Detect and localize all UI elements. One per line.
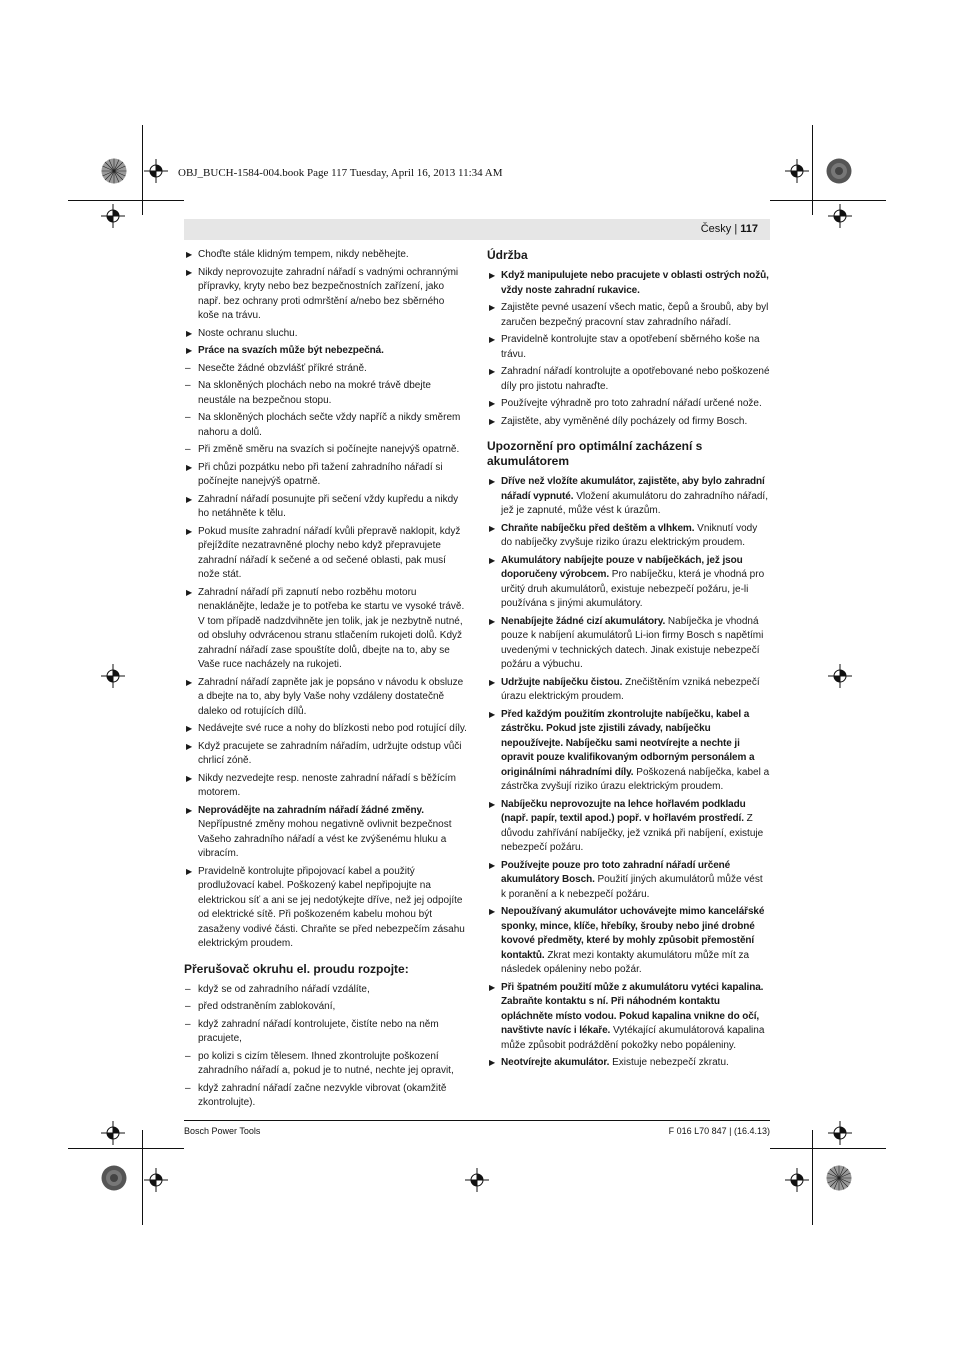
bullet-arrow-icon: ▶ [489, 1058, 496, 1067]
header-page-number: 117 [740, 223, 758, 235]
bullet-arrow-icon: ▶ [489, 709, 496, 719]
bullet-arrow-icon: ▶ [489, 982, 496, 992]
item-emphasis: Udržujte nabíječku čistou. [501, 676, 623, 688]
bullet-arrow-icon: ▶ [489, 799, 496, 809]
running-header [184, 219, 770, 240]
registration-mark-icon [465, 1168, 489, 1192]
crop-mark [142, 1130, 143, 1225]
registration-mark-icon [101, 204, 125, 228]
bullet-arrow-icon: ▶ [186, 866, 193, 876]
list-item [184, 722, 467, 737]
crop-mark [68, 200, 184, 201]
item-text: Nikdy neprovozujte zahradní nářadí s vadnými ochrannými přípravky, kryty nebo bez bezpečnostních zařízení, jako např. bez ochrany proti odmrštění a/nebo bez sběrného koše na trávu. [198, 266, 459, 321]
bullet-arrow-icon: ▶ [186, 773, 193, 783]
item-emphasis: Neprovádějte na zahradním nářadí žádné změny. [198, 804, 424, 816]
list-item [487, 798, 770, 856]
list-item [184, 327, 467, 342]
header-separator: | [734, 223, 738, 235]
list-item [184, 493, 467, 522]
list-item [184, 1000, 467, 1015]
item-text: Nepřípustné změny mohou negativně ovlivnit bezpečnost Vašeho zahradního nářadí a vést ke zvýšenému hluku a vibracím. [198, 819, 452, 859]
item-text: Poškozená nabíječka, kabel a zástrčka zvyšují riziko úrazu elektrickým proudem. [501, 766, 770, 792]
registration-mark-icon [828, 204, 852, 228]
item-text: Pravidelně kontrolujte připojovací kabel a použitý prodlužovací kabel. Poškozený kabel nepřipojujte na elektrickou síť a ani se jej nedotýkejte dříve, než jej odpojíte od elektrické sítě. Při poškozeném kabelu mohou být zasaženy vodivé části. Chraňte se před nebezpečím zásahu elektrickým proudem. [198, 865, 465, 949]
item-text: Pro nabíječku, která je vhodná pro určitý druh akumulátorů, existuje nebezpečí požáru, je-li používána s jinými akumulátory. [501, 569, 765, 609]
star-target-icon [826, 1165, 852, 1191]
bullet-arrow-icon: ▶ [489, 523, 496, 533]
item-emphasis: Akumulátory nabíjejte pouze v nabíječkách, jež jsou doporučeny výrobcem. [501, 554, 743, 580]
item-emphasis: Nabíječku neprovozujte na lehce hořlavém podkladu (např. papír, textil apod.) popř. v hořlavém prostředí. [501, 798, 746, 824]
right-column [487, 248, 770, 1074]
list-item [184, 248, 467, 263]
list-item [487, 554, 770, 612]
list-item [184, 676, 467, 720]
list-item [184, 461, 467, 490]
bullet-arrow-icon: ▶ [186, 677, 193, 687]
registration-mark-icon [101, 664, 125, 688]
item-text: Zahradní nářadí při zapnutí nebo rozběhu motoru nenaklánějte, ledaže je to potřeba ke startu ve vysoké trávě. V tom případě nadzdvihněte jen tolik, jak je nezbytně nutné, od obsluhy odvrácenou stranu stlačením rukojeti dolů. Když zahradní nářadí zase spouštíte dolů, dbejte na to, aby se Vaše ruce nacházely na rukojeti. [198, 586, 465, 670]
item-emphasis: Když manipulujete nebo pracujete v oblasti ostrých nožů, vždy noste zahradní rukavice. [501, 270, 769, 296]
bullet-arrow-icon: ▶ [186, 494, 193, 504]
bullet-arrow-icon: ▶ [489, 367, 496, 376]
item-text: Zahradní nářadí zapněte jak je popsáno v návodu k obsluze a dbejte na to, aby byly Vaše nohy vzdáleny dostatečně daleko od rotujících dílů. [198, 676, 464, 717]
footer-publisher: Bosch Power Tools [184, 1126, 261, 1136]
list-item [184, 1018, 467, 1047]
bullet-arrow-icon: ▶ [186, 724, 193, 733]
bullet-arrow-icon: ▶ [186, 328, 193, 338]
list-item [184, 344, 467, 359]
list-item [487, 676, 770, 705]
item-text: Pokud musíte zahradní nářadí kvůli přepravě naklopit, když přejíždíte nezatravněné plochy nebo když přepravujete zahradní nářadí k sečené a od sečené oblasti, pak musí nože stát. [198, 525, 461, 580]
crop-mark [812, 1130, 813, 1225]
item-text: Pravidelně kontrolujte stav a opotřebení sběrného koše na trávu. [501, 334, 760, 360]
item-text: Zajistěte pevné usazení všech matic, čepů a šroubů, aby byl zaručen bezpečný pracovní stav zahradního nářadí. [501, 302, 769, 328]
dash-marker: – [185, 1082, 191, 1094]
left-column [184, 248, 467, 1114]
item-text: Nabíječka je vhodná pouze k nabíjení akumulátorů Li-ion firmy Bosch s napětími uvedenými v technických datech. Jinak existuje nebezpečí požáru a výbuchu. [501, 615, 764, 670]
list-item [184, 379, 467, 408]
registration-mark-icon [144, 159, 168, 183]
list-item [184, 804, 467, 862]
dash-marker: – [185, 983, 191, 995]
item-text: Vložení akumulátoru do zahradního nářadí, jež je zapnuté, může vést k úrazům. [501, 490, 768, 516]
list-item [184, 772, 467, 801]
dash-marker: – [185, 1050, 191, 1062]
item-text: Když pracujete se zahradním nářadím, udržujte odstup vůči chrlicí zóně. [198, 740, 462, 766]
bullet-arrow-icon: ▶ [186, 741, 193, 751]
battery-list [487, 475, 770, 1071]
registration-mark-icon [101, 1121, 125, 1145]
bullet-arrow-icon: ▶ [489, 907, 496, 916]
item-text: Na skloněných plochách sečte vždy napříč a nikdy směrem nahoru a dolů. [198, 412, 461, 438]
list-item [184, 1050, 467, 1079]
crop-mark [770, 200, 886, 201]
list-item [184, 362, 467, 377]
bullet-arrow-icon: ▶ [186, 587, 193, 597]
bullet-arrow-icon: ▶ [489, 416, 496, 426]
item-emphasis: Dříve než vložíte akumulátor, zajistěte, aby bylo zahradní nářadí vypnuté. [501, 476, 765, 502]
dash-marker: – [185, 380, 191, 391]
list-item [487, 333, 770, 362]
list-item [184, 525, 467, 583]
item-text: Při chůzi pozpátku nebo při tažení zahradního nářadí si počínejte nanejvýš opatrně. [198, 461, 443, 487]
item-text: Zkrat mezi kontakty akumulátoru může mít za následek opáleniny nebo požár. [501, 949, 750, 975]
dash-marker: – [185, 444, 191, 455]
bullet-arrow-icon: ▶ [186, 346, 193, 355]
item-text: když zahradní nářadí kontrolujete, čistíte nebo na něm pracujete, [198, 1018, 439, 1044]
bullet-arrow-icon: ▶ [186, 250, 193, 259]
registration-mark-icon [828, 664, 852, 688]
list-item [184, 586, 467, 673]
item-text: Nikdy nezvedejte resp. nenoste zahradní nářadí s běžícím motorem. [198, 772, 456, 798]
item-text: Znečištěním vzniká nebezpečí úrazu elektrickým proudem. [501, 676, 760, 702]
registration-mark-icon [144, 1168, 168, 1192]
item-emphasis: Před každým použitím zkontrolujte nabíječku, kabel a zástrčku. Pokud jste zjistili závady, nabíječku nepoužívejte. Nabíječku sami neotvírejte a nechte ji opravit pouze kvalifikovaným odborným personálem a originálními náhradními díly. [501, 708, 755, 778]
list-item [184, 411, 467, 440]
bullet-arrow-icon: ▶ [489, 677, 496, 687]
list-item [184, 865, 467, 952]
list-item [487, 1056, 770, 1071]
list-item [487, 905, 770, 978]
bullet-arrow-icon: ▶ [489, 555, 496, 565]
section-heading-battery: Upozornění pro optimální zacházení s akumulátorem [487, 439, 703, 468]
item-emphasis: Používejte pouze pro toto zahradní nářadí určené akumulátory Bosch. [501, 859, 731, 885]
print-info-line: OBJ_BUCH-1584-004.book Page 117 Tuesday, April 16, 2013 11:34 AM [178, 167, 503, 179]
item-text: Nesečte žádné obzvlášť příkré stráně. [198, 362, 367, 374]
bullet-arrow-icon: ▶ [186, 805, 193, 815]
list-item [487, 475, 770, 519]
item-text: po kolizi s cizím tělesem. Ihned zkontrolujte poškození zahradního nářadí a, pokud je to nutné, nechte jej opravit, [198, 1050, 454, 1076]
bullet-arrow-icon: ▶ [489, 477, 496, 486]
item-text: Vytékající akumulátorová kapalina může způsobit podráždění pokožky nebo popáleniny. [501, 1025, 765, 1051]
dash-marker: – [185, 1018, 191, 1030]
list-item [184, 1082, 467, 1111]
list-item [487, 522, 770, 551]
item-text: Při změně směru na svazích si počínejte nanejvýš opatrně. [198, 444, 460, 455]
crop-mark [68, 1148, 184, 1149]
registration-mark-icon [828, 1121, 852, 1145]
bullet-arrow-icon: ▶ [489, 335, 496, 344]
item-emphasis: Práce na svazích může být nebezpečná. [198, 345, 384, 356]
section-heading-circuit-breaker: Přerušovač okruhu el. proudu rozpojte: [184, 961, 409, 976]
list-item [184, 740, 467, 769]
list-item [487, 615, 770, 673]
density-disc-icon [826, 158, 852, 184]
registration-mark-icon [785, 159, 809, 183]
dash-marker: – [185, 1001, 191, 1012]
list-item [487, 415, 770, 430]
item-text: když zahradní nářadí začne nezvykle vibrovat (okamžitě zkontrolujte). [198, 1082, 447, 1108]
item-text: Použití jiných akumulátorů může vést k poranění a k nebezpečí požáru. [501, 874, 763, 900]
list-item [487, 365, 770, 394]
crop-mark [812, 125, 813, 215]
list-item [487, 301, 770, 330]
dash-marker: – [185, 362, 191, 374]
list-item [487, 269, 770, 298]
crop-mark [770, 1148, 886, 1149]
registration-mark-icon [785, 1168, 809, 1192]
bullet-arrow-icon: ▶ [489, 271, 496, 280]
item-text: Existuje nebezpečí zkratu. [609, 1057, 729, 1068]
list-item [487, 859, 770, 903]
dash-marker: – [185, 412, 191, 423]
bullet-arrow-icon: ▶ [489, 399, 496, 408]
list-item [184, 983, 467, 998]
item-text: Choďte stále klidným tempem, nikdy neběhejte. [198, 249, 409, 260]
bullet-arrow-icon: ▶ [489, 303, 496, 312]
list-item [487, 708, 770, 795]
item-text: když se od zahradního nářadí vzdálíte, [198, 983, 370, 995]
disconnect-list [184, 983, 467, 1111]
crop-mark [142, 125, 143, 215]
item-text: Noste ochranu sluchu. [198, 327, 298, 339]
item-emphasis: Nepoužívaný akumulátor uchovávejte mimo kancelářské sponky, mince, klíče, hřebíky, šrouby nebo jiné drobné kovové předměty, které by mohly způsobit přemostění kontaktů. [501, 906, 765, 961]
item-emphasis: Při špatném použití může z akumulátoru vytéci kapalina. Zabraňte kontaktu s ní. Při náhodném kontaktu opláchněte místo vodou. Pokud kapalina vnikne do očí, navštivte navíc i lékaře. [501, 981, 764, 1036]
footer-doc-code: F 016 L70 847 | (16.4.13) [668, 1126, 770, 1136]
item-text: Používejte výhradně pro toto zahradní nářadí určené nože. [501, 398, 762, 409]
list-item [184, 443, 467, 458]
item-text: Z důvodu zahřívání nabíječky, jež vzniká při nabíjení, existuje nebezpečí požáru. [501, 813, 764, 853]
item-text: Zahradní nářadí kontrolujte a opotřebované nebo poškozené díly pro jistotu nahraďte. [501, 366, 770, 392]
bullet-arrow-icon: ▶ [186, 267, 193, 277]
list-item [487, 397, 770, 412]
section-heading-maintenance: Údržba [487, 248, 528, 262]
item-text: před odstraněním zablokování, [198, 1001, 336, 1012]
item-text: Zahradní nářadí posunujte při sečení vždy kupředu a nikdy ho netáhněte k tělu. [198, 493, 459, 519]
item-text: Na skloněných plochách nebo na mokré trávě dbejte neustále na bezpečnou stopu. [198, 380, 431, 406]
density-disc-icon [101, 1165, 127, 1191]
item-emphasis: Chraňte nabíječku před deštěm a vlhkem. [501, 522, 695, 534]
item-text: Nedávejte své ruce a nohy do blízkosti nebo pod rotující díly. [198, 723, 467, 734]
safety-list [184, 248, 467, 952]
item-emphasis: Nenabíjejte žádné cizí akumulátory. [501, 615, 666, 627]
maintenance-list [487, 269, 770, 429]
footer-rule [184, 1120, 770, 1121]
bullet-arrow-icon: ▶ [489, 860, 496, 870]
list-item [184, 266, 467, 324]
bullet-arrow-icon: ▶ [186, 526, 193, 536]
bullet-arrow-icon: ▶ [186, 462, 193, 472]
item-emphasis: Neotvírejte akumulátor. [501, 1057, 610, 1068]
bullet-arrow-icon: ▶ [489, 616, 496, 626]
item-text: Zajistěte, aby vyměněné díly pocházely od firmy Bosch. [501, 415, 748, 427]
header-page-label [701, 223, 758, 235]
header-language: Česky [700, 223, 732, 235]
star-target-icon [101, 158, 127, 184]
list-item [487, 981, 770, 1054]
item-text: Vniknutí vody do nabíječky zvyšuje riziko úrazu elektrickým proudem. [501, 522, 758, 548]
